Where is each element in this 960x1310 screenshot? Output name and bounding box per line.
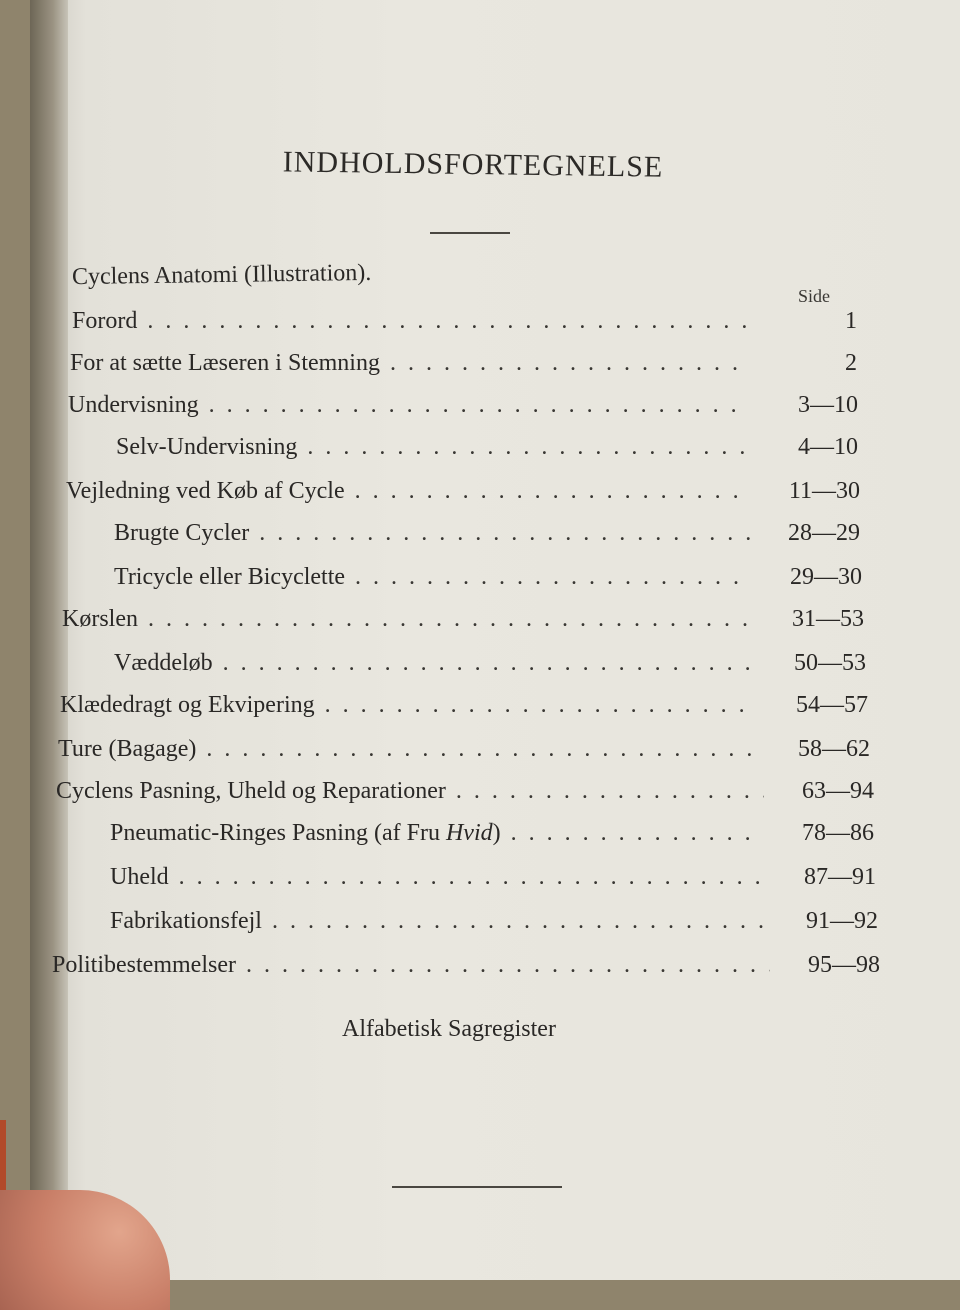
toc-closing-line: Alfabetisk Sagregister [342, 1016, 556, 1042]
toc-leader [236, 952, 770, 979]
toc-entry-label: Cyclens Pasning, Uheld og Reparationer [56, 778, 446, 804]
toc-leader [345, 564, 752, 591]
toc-entry-label: Fabrikationsfejl [110, 908, 262, 934]
toc-leader [196, 736, 760, 763]
toc-leader [249, 520, 750, 547]
toc-entry [52, 952, 880, 979]
toc-entry-pages: 63—94 [802, 778, 874, 804]
toc-entry [110, 864, 876, 891]
toc-entry [114, 564, 862, 591]
toc-entry-pages: 4—10 [798, 434, 858, 460]
toc-entry-pages: 50—53 [794, 650, 866, 676]
toc-leader [297, 434, 748, 461]
toc-entry-pages: 11—30 [788, 478, 860, 504]
toc-entry [60, 692, 868, 719]
toc-entry-pages: 91—92 [806, 908, 878, 934]
toc-leader [501, 820, 764, 847]
toc-entry [114, 650, 866, 677]
toc-entry [116, 434, 858, 461]
toc-intro-line: Cyclens Anatomi (Illustration). [71, 259, 372, 291]
toc-entry-label: Selv-Undervisning [116, 434, 298, 460]
toc-leader [213, 650, 756, 677]
toc-entry-label: Kørslen [62, 606, 138, 632]
toc-entry-label: Tricycle eller Bicyclette [114, 564, 346, 590]
toc-entry-pages: 78—86 [802, 820, 874, 846]
toc-entry [58, 736, 870, 763]
toc-entry [56, 778, 874, 805]
toc-entry-pages: 1 [845, 308, 857, 334]
toc-entry [70, 350, 857, 377]
toc-leader [138, 606, 754, 633]
end-rule [392, 1186, 562, 1188]
toc-entry-pages: 95—98 [808, 952, 880, 978]
toc-leader [169, 864, 766, 891]
toc-entry-pages: 2 [845, 350, 857, 376]
toc-leader [137, 308, 747, 335]
toc-entry-pages: 54—57 [796, 692, 868, 718]
toc-entry-pages: 31—53 [792, 606, 864, 632]
toc-leader [199, 392, 748, 419]
toc-entry-label: For at sætte Læseren i Stemning [70, 350, 380, 376]
toc-leader [446, 778, 764, 805]
toc-leader [345, 478, 750, 505]
toc-entry-pages: 29—30 [790, 564, 862, 590]
toc-entry-label: Brugte Cycler [114, 520, 250, 546]
toc-entry [72, 308, 857, 335]
toc-entry-pages: 87—91 [804, 864, 876, 890]
toc-leader [262, 908, 768, 935]
toc-entry [114, 520, 860, 547]
toc-entry [110, 820, 874, 847]
toc-leader [380, 350, 747, 377]
toc-entry-pages: 28—29 [788, 520, 860, 546]
toc-entry-pages: 58—62 [798, 736, 870, 762]
toc-entry [66, 478, 860, 505]
side-column-label: Side [798, 286, 831, 306]
toc-entry-label: Politibestemmelser [52, 952, 236, 978]
toc-entry-pages: 3—10 [798, 392, 858, 418]
toc-entry-label: Uheld [110, 864, 169, 890]
toc-leader [315, 692, 758, 719]
toc-entry [110, 908, 878, 935]
toc-entry-label: Klædedragt og Ekvipering [60, 692, 315, 718]
toc-entry-label: Væddeløb [114, 650, 213, 676]
toc-entry-author: Hvid [445, 820, 493, 846]
toc-entry-label: Pneumatic-Ringes Pasning (af Fru Hvid) [110, 820, 501, 846]
toc-entry-label: Vejledning ved Køb af Cycle [66, 478, 345, 504]
toc-entry-label: Undervisning [68, 392, 199, 418]
toc-entry-label: Forord [72, 308, 138, 334]
toc-entry-label: Ture (Bagage) [58, 736, 197, 762]
page-title: INDHOLDSFORTEGNELSE [282, 145, 664, 184]
toc-entry [68, 392, 858, 419]
toc-entry [62, 606, 864, 633]
